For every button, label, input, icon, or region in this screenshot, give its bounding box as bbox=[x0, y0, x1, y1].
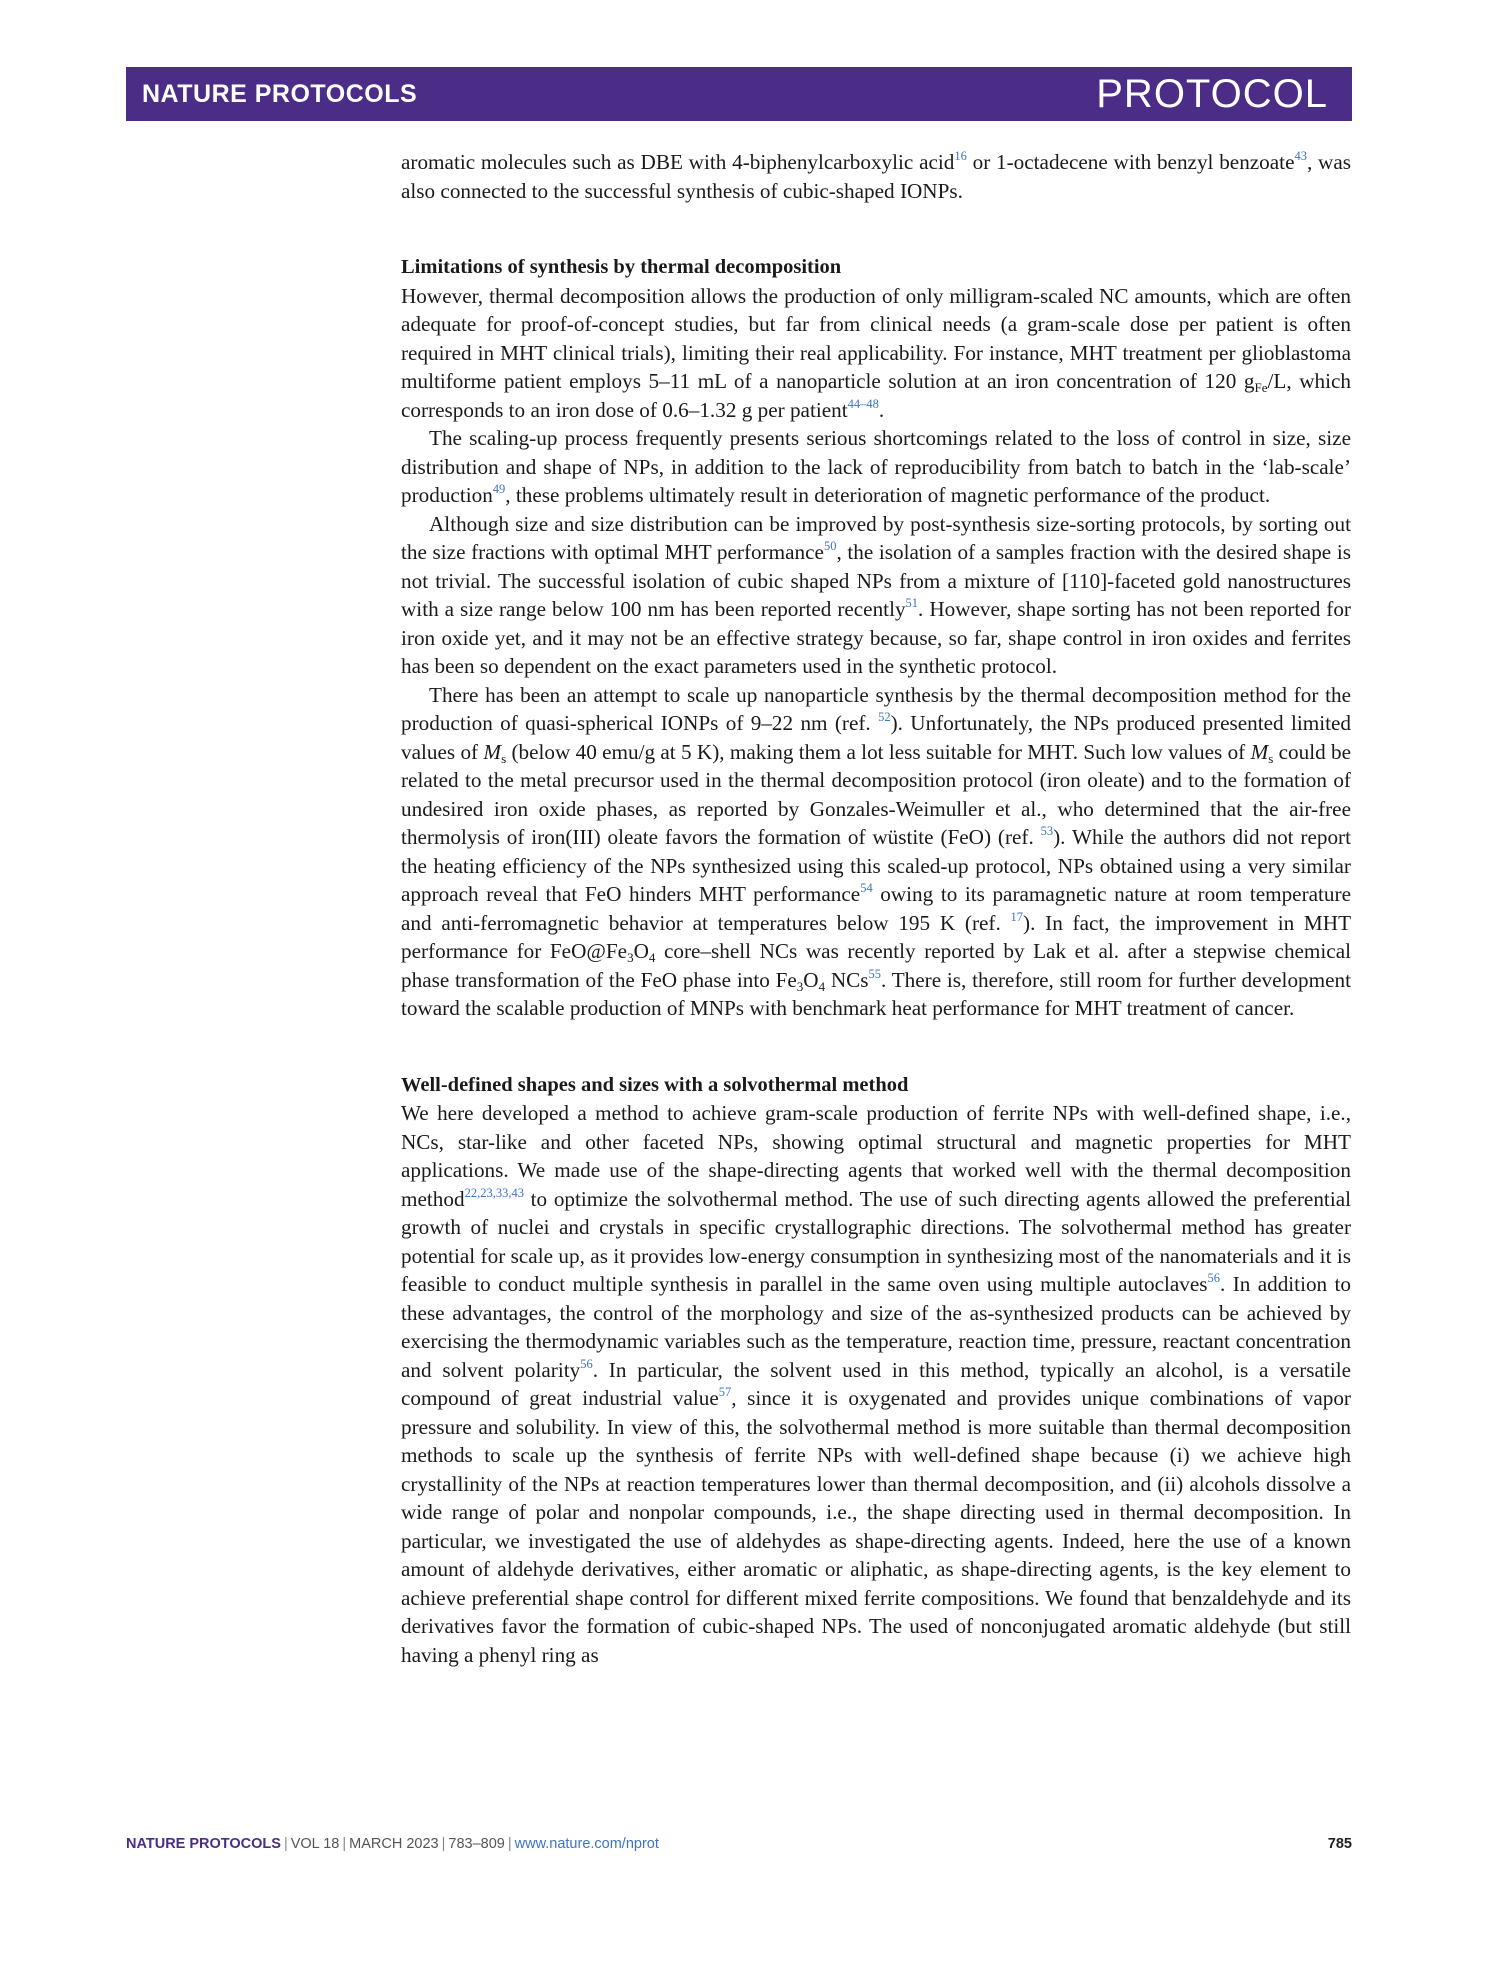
citation-link[interactable]: 49 bbox=[492, 482, 506, 496]
citation-link[interactable]: 53 bbox=[1040, 824, 1054, 838]
section-heading: Well-defined shapes and sizes with a solvothermal method bbox=[401, 1073, 909, 1096]
page-number: 785 bbox=[1327, 1836, 1352, 1852]
citation-link[interactable]: 55 bbox=[868, 966, 882, 981]
article-type: PROTOCOL bbox=[1096, 72, 1328, 116]
paragraph: However, thermal decomposition allows the production of only milligram-scaled NC amounts, which are often adequate for proof-of-concept studies, but far from clinical needs (a gram-scale dose per patient is often required in MHT clinical trials), limiting their real applicability. For instance, MHT treatment per glioblastoma multiforme patient employs 5–11 mL of a nanoparticle solution at an iron concentration of 120 $g_{Fe}/L$, which corresponds to an iron dose of 0.6–1.32 g per patient$^{44-48}$. bbox=[401, 283, 1351, 422]
paragraph: We here developed a method to achieve gram-scale production of ferrite NPs with well-defined shape, i.e., NCs, star-like and other faceted NPs, showing optimal structural and magnetic properties for MHT applications. We made use of the shape-directing agents that worked well with the thermal decomposition method$^{22,23,33,43}$ to optimize the solvothermal method. The use of such directing agents allowed the preferential growth of nuclei and crystals in specific crystallographic directions. The solvothermal method has greater potential for scale up, as it provides low-energy consumption in synthesizing most of the nanomaterials and it is feasible to conduct multiple synthesis in parallel in the same oven using multiple autoclaves$^{56}$. In addition to these advantages, the control of the morphology and size of the as-synthesized products can be achieved by exercising the thermodynamic variables such as the temperature, reaction time, pressure, reactant concentration and solvent polarity$^{56}$. In particular, the solvent used in this method, typically an alcohol, is a versatile compound of great industrial value$^{57}$, since it is oxygenated and provides unique combinations of vapor pressure and solubility. In view of this, the solvothermal method is more suitable than thermal decomposition methods to scale up the synthesis of ferrite NPs with well-defined shape because (i) we achieve high crystallinity of the NPs at reaction temperatures lower than thermal decomposition, and (ii) alcohols dissolve a wide range of polar and nonpolar compounds, i.e., the shape directing used in thermal decomposition. In particular, we investigated the use of aldehydes as shape-directing agents. Indeed, here the use of a known amount of aldehyde derivatives, either aromatic or aliphatic, as shape-directing agents, is the key element to achieve preferential shape control for different mixed ferrite compositions. We found that benzaldehyde and its derivatives favor the formation of cubic-shaped NPs. The used of nonconjugated aromatic aldehyde (but still having a phenyl ring as bbox=[401, 1101, 1351, 1667]
paragraph: aromatic molecules such as DBE with 4-biphenylcarboxylic acid$^{16}$ or 1-octadecene with benzyl benzoate$^{43}$, was also connected to the successful synthesis of cubic-shaped IONPs. bbox=[401, 149, 1351, 203]
header-bar bbox=[126, 67, 1352, 121]
footer-pages: 783–809 bbox=[448, 1836, 505, 1852]
citation-link[interactable]: 54 bbox=[860, 881, 873, 895]
footer-journal: NATURE PROTOCOLS bbox=[126, 1836, 281, 1852]
citation-link[interactable]: 56 bbox=[580, 1356, 593, 1371]
paragraph: Although size and size distribution can be improved by post-synthesis size-sorting protocols, by sorting out the size fractions with optimal MHT performance$^{50}$, the isolation of a samples fraction with the desired shape is not trivial. The successful isolation of cubic shaped NPs from a mixture of [110]-faceted gold nanostructures with a size range below 100 nm has been reported recently$^{51}$. However, shape sorting has not been reported for iron oxide yet, and it may not be an effective strategy because, so far, shape control in iron oxides and ferrites has been so dependent on the exact parameters used in the synthetic protocol. bbox=[401, 511, 1351, 678]
footer-url[interactable]: www.nature.com/nprot bbox=[514, 1836, 659, 1852]
citation-link[interactable]: 51 bbox=[905, 596, 919, 610]
citation-link[interactable]: 52 bbox=[878, 710, 891, 724]
citation-link[interactable]: 57 bbox=[718, 1385, 732, 1399]
citation-link[interactable]: 56 bbox=[1207, 1271, 1221, 1285]
footer-date: MARCH 2023 bbox=[349, 1836, 439, 1852]
journal-name: NATURE PROTOCOLS bbox=[142, 80, 418, 108]
section-heading: Limitations of synthesis by thermal decomposition bbox=[401, 256, 842, 278]
citation-link[interactable]: 50 bbox=[823, 539, 837, 553]
citation-link[interactable]: 17 bbox=[1010, 909, 1024, 924]
citation-link[interactable]: 22,23,33,43 bbox=[464, 1185, 524, 1200]
citation-link[interactable]: 16 bbox=[954, 149, 967, 163]
citation-link[interactable]: 43 bbox=[1294, 149, 1307, 163]
paragraph: The scaling-up process frequently presents serious shortcomings related to the loss of control in size, size distribution and shape of NPs, in addition to the lack of reproducibility from batch to batch in the ‘lab-scale’ production$^{49}$, these problems ultimately result in deterioration of magnetic performance of the product. bbox=[401, 426, 1351, 507]
citation-link[interactable]: 44–48 bbox=[847, 396, 879, 411]
paragraph: There has been an attempt to scale up nanoparticle synthesis by the thermal decomposition method for the production of quasi-spherical IONPs of 9–22 nm (ref. $^{52}$). Unfortunately, the NPs produced presented limited values of $M_s$ (below 40 emu/g at 5 K), making them a lot less suitable for MHT. Such low values of $M_s$ could be related to the metal precursor used in the thermal decomposition protocol (iron oleate) and to the formation of undesired iron oxide phases, as reported by Gonzales-Weimuller et al., who determined that the air-free thermolysis of iron(III) oleate favors the formation of wüstite (FeO) (ref. $^{53}$). While the authors did not report the heating efficiency of the NPs synthesized using this scaled-up protocol, NPs obtained using a very similar approach reveal that FeO hinders MHT performance$^{54}$ owing to its paramagnetic nature at room temperature and anti-ferromagnetic behavior at temperatures below 195 K (ref. $^{17}$). In fact, the improvement in MHT performance for $FeO@Fe_3O_4$ core–shell NCs was recently reported by Lak et al. after a stepwise chemical phase transformation of the FeO phase into $Fe_3O_4$ NCs$^{55}$. There is, therefore, still room for further development toward the scalable production of MNPs with benchmark heat performance for MHT treatment of cancer. bbox=[401, 682, 1352, 1020]
footer-volume: VOL 18 bbox=[290, 1836, 340, 1852]
article-body bbox=[401, 148, 1351, 1669]
